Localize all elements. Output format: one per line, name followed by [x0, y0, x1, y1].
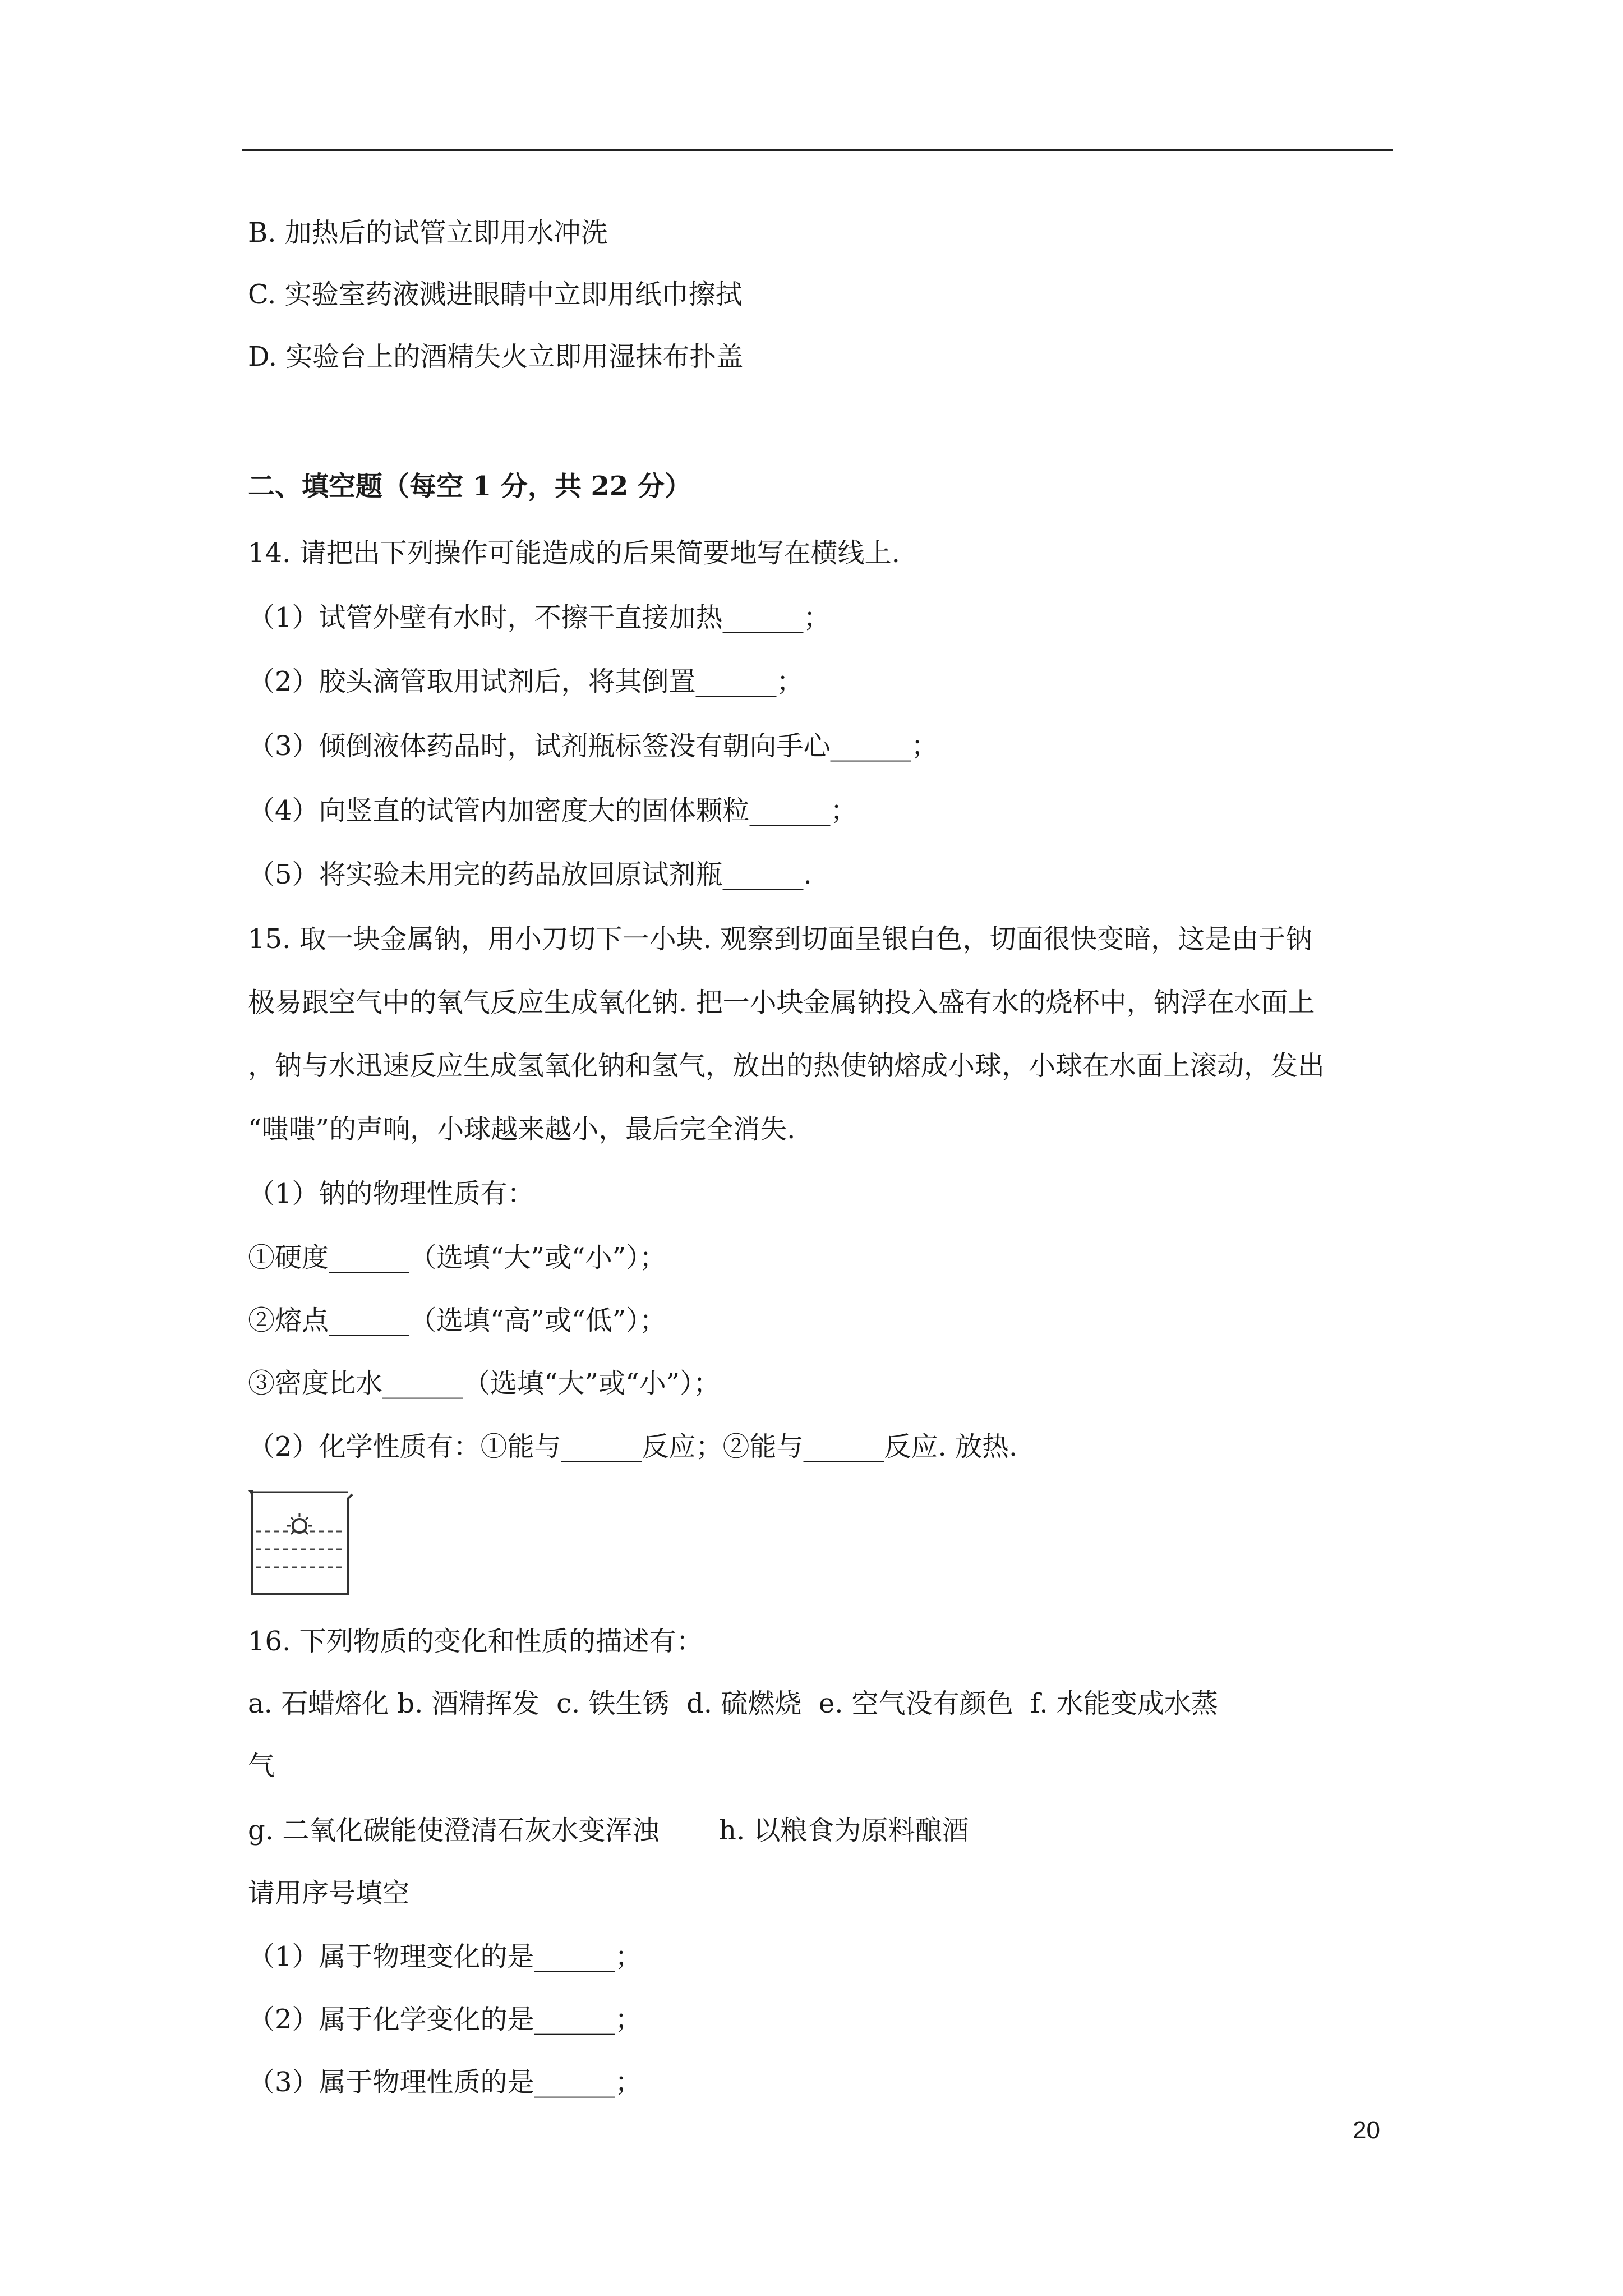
q16-stem: 16. 下列物质的变化和性质的描述有： — [248, 1626, 703, 1657]
q15-stem-line-1: 15. 取一块金属钠，用小刀切下一小块. 观察到切面呈银白色，切面很快变暗，这是由于钠 — [248, 923, 1313, 955]
option-d: D. 实验台上的酒精失火立即用湿抹布扑盖 — [248, 341, 744, 372]
q16-options-line-3: g. 二氧化碳能使澄清石灰水变浑浊 h. 以粮食为原料酿酒 — [248, 1815, 969, 1846]
q14-item-3: （3）倾倒液体药品时，试剂瓶标签没有朝向手心______； — [248, 730, 938, 762]
q14-item-5: （5）将实验未用完的药品放回原试剂瓶______. — [248, 859, 812, 890]
q14-item-4: （4）向竖直的试管内加密度大的固体颗粒______； — [248, 795, 857, 826]
q15-prop-3: ③密度比水______（选填“大”或“小”）； — [248, 1368, 721, 1399]
q15-sub2: （2）化学性质有：①能与______反应；②能与______反应. 放热. — [248, 1431, 1018, 1462]
option-c: C. 实验室药液溅进眼睛中立即用纸巾擦拭 — [248, 279, 743, 310]
q14-stem: 14. 请把出下列操作可能造成的后果简要地写在横线上. — [248, 537, 900, 569]
q16-options-line-2: 气 — [248, 1750, 275, 1782]
q15-prop-2: ②熔点______（选填“高”或“低”）； — [248, 1305, 667, 1336]
q16-options-line-1: a. 石蜡熔化 b. 酒精挥发 c. 铁生锈 d. 硫燃烧 e. 空气没有颜色 f. 水能变成水蒸 — [248, 1688, 1218, 1719]
q16-item-1: （1）属于物理变化的是______； — [248, 1941, 642, 1972]
q16-item-2: （2）属于化学变化的是______； — [248, 2004, 642, 2035]
q16-instruction: 请用序号填空 — [248, 1878, 410, 1909]
q15-stem-line-2: 极易跟空气中的氧气反应生成氧化钠. 把一小块金属钠投入盛有水的烧杯中，钠浮在水面上 — [248, 987, 1315, 1018]
header-rule — [242, 149, 1393, 151]
q15-sub1: （1）钠的物理性质有： — [248, 1178, 534, 1209]
q14-item-1: （1）试管外壁有水时，不擦干直接加热______； — [248, 602, 831, 633]
option-b: B. 加热后的试管立即用水冲洗 — [248, 217, 608, 249]
q15-stem-line-4: “嗤嗤”的声响，小球越来越小，最后完全消失. — [248, 1114, 796, 1145]
q15-stem-line-3: ，钠与水迅速反应生成氢氧化钠和氢气，放出的热使钠熔成小球，小球在水面上滚动，发出 — [248, 1050, 1325, 1082]
q14-item-2: （2）胶头滴管取用试剂后，将其倒置______； — [248, 666, 804, 697]
beaker-figure — [248, 1487, 354, 1599]
section-title: 二、填空题（每空 1 分，共 22 分） — [248, 471, 692, 502]
q16-item-3: （3）属于物理性质的是______； — [248, 2067, 642, 2098]
q15-prop-1: ①硬度______（选填“大”或“小”）； — [248, 1242, 667, 1273]
page-number: 20 — [1353, 2116, 1380, 2144]
